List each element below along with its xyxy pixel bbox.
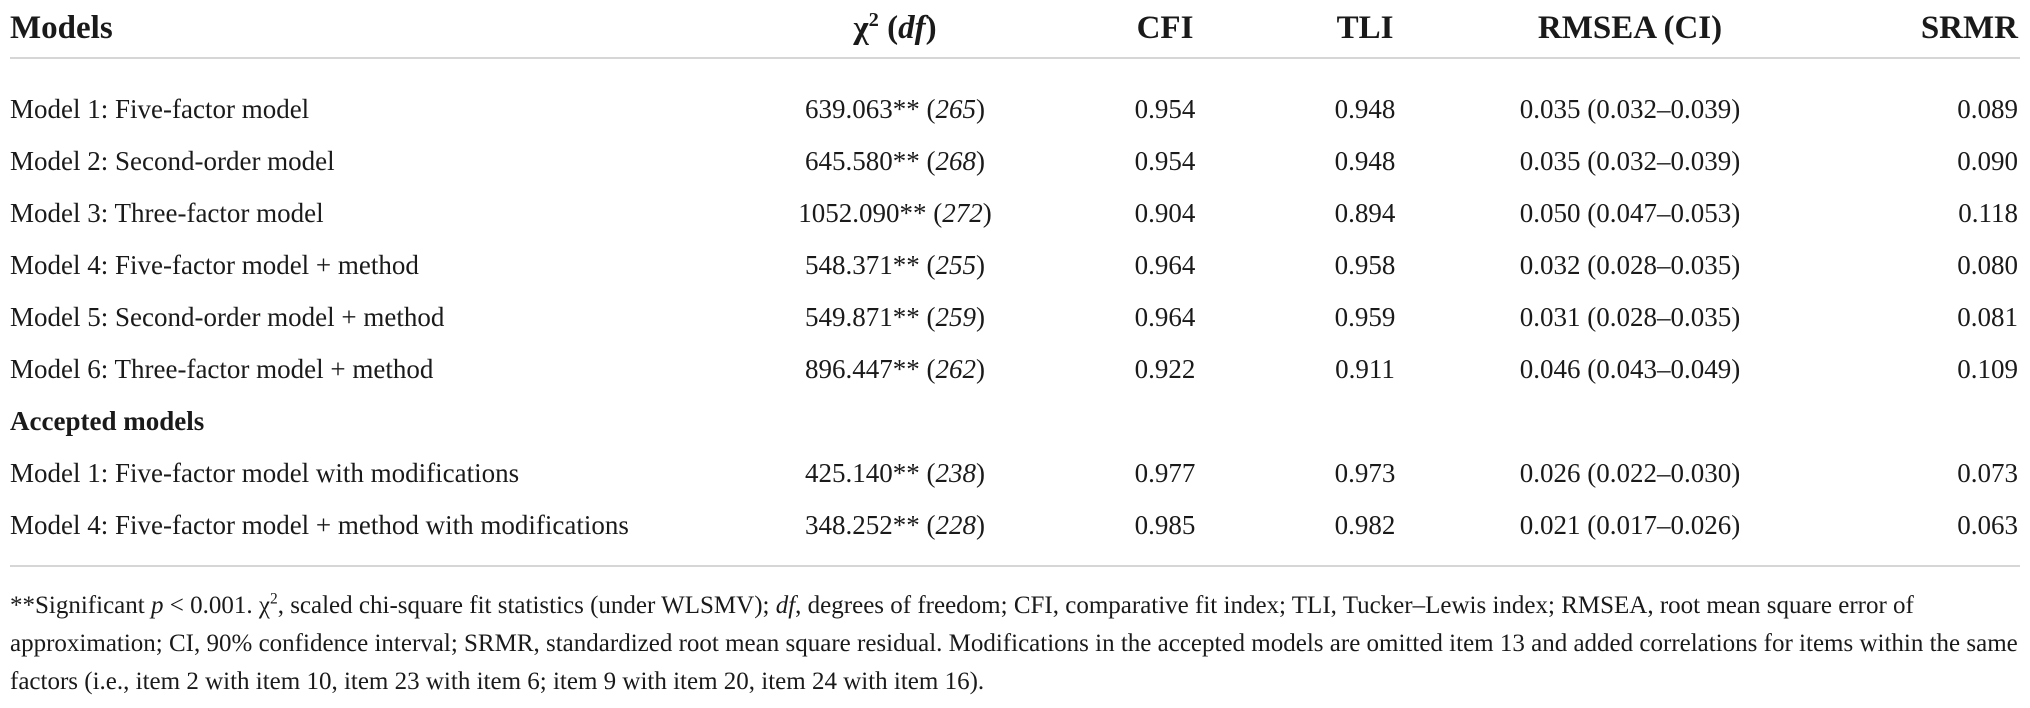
- df-value: 228: [935, 509, 976, 540]
- chi-value: 549.871** (: [805, 301, 936, 332]
- chi-close: ): [976, 301, 985, 332]
- chi-value: 896.447** (: [805, 353, 936, 384]
- header-cfi: CFI: [1060, 0, 1270, 58]
- df-value: 259: [935, 301, 976, 332]
- chi-close: ): [976, 145, 985, 176]
- rmsea-cell: 0.032 (0.028–0.035): [1519, 249, 1741, 280]
- model-fit-table: [10, 0, 2020, 567]
- model-cell: Model 6: Three-factor model + method: [10, 353, 434, 384]
- chi-value: 639.063** (: [805, 93, 936, 124]
- table-row: [10, 135, 2020, 187]
- tli-cell: 0.973: [1334, 457, 1396, 488]
- header-models: Models: [10, 0, 730, 58]
- chi-close: ): [976, 353, 985, 384]
- rmsea-cell: 0.046 (0.043–0.049): [1519, 353, 1741, 384]
- section-label: Accepted models: [10, 405, 205, 436]
- header-tli: TLI: [1270, 0, 1460, 58]
- tli-cell: 0.982: [1334, 509, 1396, 540]
- chi-close: ): [976, 509, 985, 540]
- cfi-cell: 0.922: [1134, 353, 1196, 384]
- header-srmr: SRMR: [1800, 0, 2020, 58]
- chi-cell: [730, 83, 1060, 135]
- model-cell: Model 3: Three-factor model: [10, 197, 324, 228]
- section-row: [10, 395, 2020, 447]
- srmr-cell: 0.063: [1957, 509, 2018, 540]
- chi-cell: [730, 239, 1060, 291]
- table-row: [10, 291, 2020, 343]
- chi-cell: [730, 135, 1060, 187]
- footnote-p: p: [150, 592, 164, 619]
- chi-value: 1052.090** (: [798, 197, 943, 228]
- srmr-cell: 0.080: [1957, 249, 2018, 280]
- chi-close: ): [976, 93, 985, 124]
- df-value: 238: [935, 457, 976, 488]
- cfi-cell: 0.964: [1134, 301, 1196, 332]
- chi-df-label: df: [898, 10, 926, 46]
- df-value: 265: [935, 93, 976, 124]
- tli-cell: 0.894: [1334, 197, 1396, 228]
- footnote-chi: χ: [258, 592, 270, 619]
- chi-cell: [730, 343, 1060, 395]
- model-cell: Model 1: Five-factor model: [10, 93, 310, 124]
- model-cell: Model 4: Five-factor model + method: [10, 249, 419, 280]
- df-value: 272: [942, 197, 983, 228]
- chi-symbol: χ: [853, 10, 869, 46]
- chi-df-close: ): [925, 10, 937, 46]
- chi-close: ): [982, 197, 992, 228]
- footnote-p-rest: < 0.001.: [163, 592, 259, 619]
- tli-cell: 0.958: [1334, 249, 1396, 280]
- footnote-part2: , degrees of freedom; CFI, comparative fit index; TLI, Tucker–Lewis index; RMSEA, root mean square error of approximation; CI, 90% confidence interval; SRMR, standardized root mean square residual. Modifications in the accepted models are omitted item 13 and added correlations for items within the same factors (i.e., item 2 with item 10, item 23 with item 6; item 9 with item 20, item 24 with item 16).: [10, 592, 2018, 695]
- cfi-cell: 0.904: [1134, 197, 1196, 228]
- cfi-cell: 0.977: [1134, 457, 1196, 488]
- table-row: [10, 83, 2020, 135]
- model-cell: Model 2: Second-order model: [10, 145, 335, 176]
- chi-superscript: 2: [868, 9, 879, 31]
- spacer-row: [10, 58, 2020, 83]
- rmsea-cell: 0.026 (0.022–0.030): [1519, 457, 1741, 488]
- table-row: [10, 239, 2020, 291]
- chi-value: 348.252** (: [805, 509, 936, 540]
- rmsea-cell: 0.035 (0.032–0.039): [1519, 93, 1741, 124]
- model-cell: Model 5: Second-order model + method: [10, 301, 445, 332]
- tli-cell: 0.948: [1334, 93, 1396, 124]
- cfi-cell: 0.954: [1134, 93, 1196, 124]
- footnote-stars: **Significant: [10, 592, 151, 619]
- table-row: [10, 187, 2020, 239]
- srmr-cell: 0.090: [1957, 145, 2018, 176]
- srmr-cell: 0.089: [1957, 93, 2018, 124]
- table-footnote: [10, 587, 2020, 701]
- rmsea-cell: 0.050 (0.047–0.053): [1519, 197, 1741, 228]
- tli-cell: 0.911: [1335, 353, 1395, 384]
- df-value: 262: [935, 353, 976, 384]
- rmsea-cell: 0.035 (0.032–0.039): [1519, 145, 1741, 176]
- footnote-chi-sup: 2: [269, 590, 278, 608]
- tli-cell: 0.959: [1334, 301, 1396, 332]
- srmr-cell: 0.118: [1958, 197, 2018, 228]
- header-chi-square: [730, 0, 1060, 58]
- cfi-cell: 0.964: [1134, 249, 1196, 280]
- cfi-cell: 0.985: [1134, 509, 1196, 540]
- footnote-df: df: [775, 592, 796, 619]
- srmr-cell: 0.109: [1957, 353, 2018, 384]
- chi-value: 645.580** (: [805, 145, 936, 176]
- chi-df-open: (: [878, 10, 899, 46]
- chi-close: ): [976, 249, 985, 280]
- chi-value: 425.140** (: [805, 457, 936, 488]
- srmr-cell: 0.081: [1957, 301, 2018, 332]
- chi-cell: [730, 291, 1060, 343]
- chi-value: 548.371** (: [805, 249, 936, 280]
- model-cell: Model 4: Five-factor model + method with modifications: [10, 509, 629, 540]
- chi-close: ): [976, 457, 985, 488]
- df-value: 268: [935, 145, 976, 176]
- chi-cell: [730, 499, 1060, 551]
- rmsea-cell: 0.021 (0.017–0.026): [1519, 509, 1741, 540]
- srmr-cell: 0.073: [1957, 457, 2018, 488]
- footnote-part1: , scaled chi-square fit statistics (under WLSMV);: [277, 592, 776, 619]
- table-bottom-rule: [10, 551, 2020, 566]
- header-rmsea: RMSEA (CI): [1460, 0, 1800, 58]
- cfi-cell: 0.954: [1134, 145, 1196, 176]
- table-row: [10, 499, 2020, 551]
- model-cell: Model 1: Five-factor model with modifications: [10, 457, 520, 488]
- chi-cell: [730, 447, 1060, 499]
- header-row: [10, 0, 2020, 58]
- tli-cell: 0.948: [1334, 145, 1396, 176]
- rmsea-cell: 0.031 (0.028–0.035): [1519, 301, 1741, 332]
- chi-cell: [730, 187, 1060, 239]
- table-row: [10, 447, 2020, 499]
- df-value: 255: [935, 249, 976, 280]
- table-row: [10, 343, 2020, 395]
